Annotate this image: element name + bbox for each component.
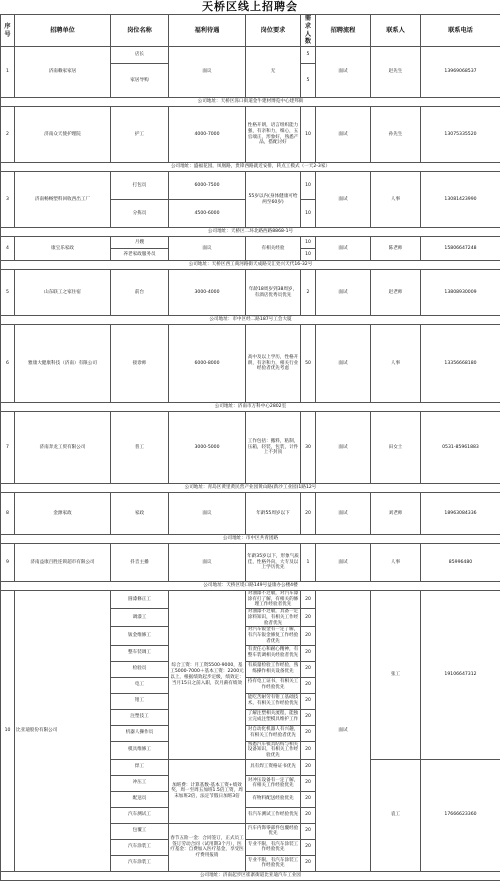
- address-row: [1, 163, 500, 172]
- benefit: 面议: [169, 493, 246, 535]
- job-count: 20: [301, 741, 316, 759]
- table-row: [1, 544, 500, 582]
- process: 面试: [316, 493, 371, 535]
- job-count: 20: [301, 661, 316, 677]
- requirement: 对冲压设备有一定了解，有相关工作经验优先: [246, 775, 301, 791]
- job-count: 20: [301, 693, 316, 709]
- company-address: 公司地址：市中区共青团路: [1, 535, 500, 544]
- table-row: [1, 270, 500, 316]
- job-title: 钳工: [111, 693, 169, 709]
- contact: 刘老师: [371, 493, 421, 535]
- row-no: 3: [1, 172, 15, 228]
- benefit: 6000-7500: [169, 172, 246, 200]
- contact: 孙先生: [371, 107, 421, 163]
- company-name: 济南益康百胜连锁超市有限公司: [15, 544, 111, 582]
- company-name: 雅康大健康科技（济南）有限公司: [15, 325, 111, 403]
- company-name: 山东联工之家住宿: [15, 270, 111, 316]
- job-count: 20: [301, 791, 316, 807]
- phone: 0531-85961883: [421, 412, 500, 484]
- benefit: 加班费：计算基数-基本工资+绩效奖，周一至周五加班1.5倍工资，周末加班2倍，法定节假日加班3倍: [169, 759, 246, 823]
- header-cell: 联系人: [371, 15, 421, 47]
- job-title: 模具维修工: [111, 741, 169, 759]
- benefit: 春节五险一金：合同签订，正式员工签订劳动合同（试用期3个月），医疗基金：自费加入医疗基金，享受医疗费用报销: [169, 823, 246, 871]
- benefit: 面议: [169, 47, 246, 98]
- requirement: 年龄18周岁到38周岁，有酒店优秀员优先: [246, 270, 301, 316]
- requirement: 专业不限，有汽车涂装工作经验优先: [246, 839, 301, 855]
- job-title: 机器人操作员: [111, 725, 169, 741]
- company-name: 金源家政: [15, 493, 111, 535]
- row-no: 8: [1, 493, 15, 535]
- job-title: 抖音主播: [111, 544, 169, 582]
- contact: 赵老师: [371, 270, 421, 316]
- requirement: 对油漆不过敏，具备一定涂料知识，有相关工作经验者优先: [246, 609, 301, 627]
- job-title: 养老家政服务员: [111, 249, 169, 261]
- requirement: 有责任心和耐心精神，有整车装调相关经验者优先: [246, 645, 301, 661]
- phone: 13356668180: [421, 325, 500, 403]
- table-row: [1, 107, 500, 163]
- benefit: 4500-6000: [169, 200, 246, 228]
- job-count: 5: [301, 47, 316, 64]
- process: 面试: [316, 325, 371, 403]
- job-count: 20: [301, 823, 316, 839]
- job-title: 汽车涂装工: [111, 855, 169, 871]
- job-title: 冲压工: [111, 775, 169, 791]
- row-no: 4: [1, 237, 15, 261]
- row-no: 10: [1, 591, 15, 872]
- process: 面试: [316, 237, 371, 261]
- job-count: 20: [301, 609, 316, 627]
- address-row: [1, 484, 500, 493]
- job-title: 调漆工: [111, 609, 169, 627]
- table-row: [1, 591, 500, 609]
- benefit: 3000-5000: [169, 412, 246, 484]
- requirement: 汽车内饰零部件包覆经验优先: [246, 823, 301, 839]
- job-count: 20: [301, 775, 316, 791]
- job-title: 配送员: [111, 791, 169, 807]
- address-row: [1, 582, 500, 591]
- contact: 赵先生: [371, 47, 421, 98]
- process: 面试: [316, 270, 371, 316]
- job-title: 注塑技工: [111, 709, 169, 725]
- header-cell: 招聘流程: [316, 15, 371, 47]
- process: 面试: [316, 47, 371, 98]
- benefit: 综合工资：月工资5500-9000，基工5000-7000＋基本工资：2200元以上，根据绩效起步定级，绩效定：当月15日之前入职，次月薪有绩效: [169, 591, 246, 760]
- benefit: 面议: [169, 237, 246, 261]
- job-count: 10: [301, 107, 316, 163]
- requirement: 了解注塑相关流程，能独立完成注塑模具维护工作: [246, 709, 301, 725]
- job-count: 20: [301, 759, 316, 775]
- job-count: 20: [301, 855, 316, 871]
- phone: 13808930009: [421, 270, 500, 316]
- company-address: 公司地址：青岛区黄里黄民营产业园黄山路(新沙工业园)1路12号: [1, 484, 500, 493]
- contact: 张工: [371, 591, 421, 760]
- job-count: 20: [301, 645, 316, 661]
- phone: 13081423990: [421, 172, 500, 228]
- requirement: 有物料配送经验优先: [246, 791, 301, 807]
- phone: 13969068537: [421, 47, 500, 98]
- phone: 13075335520: [421, 107, 500, 163]
- row-no: 5: [1, 270, 15, 316]
- company-name: 济南众天使护理院: [15, 107, 111, 163]
- requirement: 能吃苦耐劳有钳工基础技术，有相关工作经验优先: [246, 693, 301, 709]
- row-no: 6: [1, 325, 15, 403]
- job-count: 20: [301, 677, 316, 693]
- process: 面试: [316, 544, 371, 582]
- contact: 人事: [371, 325, 421, 403]
- benefit: 4000-7000: [169, 107, 246, 163]
- requirement: 有相关经验: [246, 237, 301, 261]
- company-name: 济南赖家家居: [15, 47, 111, 98]
- requirement: 对油漆不过敏，对汽车漆涂有打了解，有相关的修理工作经验者优先: [246, 591, 301, 609]
- job-count: 10: [301, 237, 316, 249]
- table-row: [1, 47, 500, 64]
- job-title: 钣金维修工: [111, 627, 169, 645]
- row-no: 2: [1, 107, 15, 163]
- header-cell: 序号: [1, 15, 15, 47]
- job-title: 家居导购: [111, 64, 169, 98]
- row-no: 1: [1, 47, 15, 98]
- header-cell: 岗位名称: [111, 15, 169, 47]
- company-address: 公司地址：市中区经二路187号工会大厦: [1, 316, 500, 325]
- job-count: 2: [301, 270, 316, 316]
- requirement: 专业不限，有汽车涂装工作经验优先: [246, 855, 301, 871]
- address-row: [1, 403, 500, 412]
- company-address: 公司地址：济南市万科中心2802室: [1, 403, 500, 412]
- job-title: 家政: [111, 493, 169, 535]
- requirement: 对自动化机器人有兴趣，有相关工作经验者优先: [246, 725, 301, 741]
- address-row: [1, 316, 500, 325]
- job-count: 20: [301, 709, 316, 725]
- company-address: 公司地址：天桥区二环北路西路8868-1号: [1, 228, 500, 237]
- process: 面试: [316, 107, 371, 163]
- table-row: [1, 412, 500, 484]
- company-name: 康宝乐家政: [15, 237, 111, 261]
- phone: 19106647312: [421, 591, 500, 760]
- requirement: 持有电工证书，有相关工作经验优先: [246, 677, 301, 693]
- requirement: 对汽车钣金有一定了解，有汽车钣金修复工作经验者优先: [246, 627, 301, 645]
- contact: 人事: [371, 172, 421, 228]
- contact: 人事: [371, 544, 421, 582]
- address-row: [1, 535, 500, 544]
- process: 面试: [316, 412, 371, 484]
- job-count: 20: [301, 839, 316, 855]
- contact: 袁工: [371, 759, 421, 871]
- header-row: [1, 15, 500, 47]
- requirement: 工作包括：搬料，粘制，压箱，轻装，包装，计件上不封顶: [246, 412, 301, 484]
- requirement: 年龄35岁以下，形象气质佳，性格外向，大专及以上学历优先: [246, 544, 301, 582]
- job-fair-table: [0, 14, 500, 881]
- company-address: 公司地址：济南起步区崔寨街道比亚迪汽车工业园: [1, 871, 500, 880]
- requirement: 年龄55周岁以下: [246, 493, 301, 535]
- requirement: 具有焊工资格证书优先: [246, 759, 301, 775]
- job-count: 10: [301, 249, 316, 261]
- job-title: 圆漆修正工: [111, 591, 169, 609]
- job-title: 检验员: [111, 661, 169, 677]
- header-cell: 需求人数: [301, 15, 316, 47]
- requirement: 性格开朗，语言组织能力强，有亲和力，细心，五官端正，形象好，熟悉产品，搭配讨好: [246, 107, 301, 163]
- contact: 陈老师: [371, 237, 421, 261]
- job-title: 整车装调工: [111, 645, 169, 661]
- job-title: 包覆工: [111, 823, 169, 839]
- job-count: 20: [301, 725, 316, 741]
- company-name: 济南畅畅塑料回收西出工厂: [15, 172, 111, 228]
- job-count: 50: [301, 325, 316, 403]
- company-address: 公司地址：天桥区泺口街道金牛建材博览中心建邦街: [1, 98, 500, 107]
- table-row: [1, 172, 500, 200]
- company-name: 济南奔龙工贸有限公司: [15, 412, 111, 484]
- job-title: 打包员: [111, 172, 169, 200]
- job-count: 30: [301, 412, 316, 484]
- company-address: 公司地址：盛福花园，凤凰路，贵锋西路就近安排，转点工模式（一天2-3家）: [1, 163, 500, 172]
- job-count: 20: [301, 627, 316, 645]
- company-address: 公司地址：天桥区堤口路149号益康办公楼4楼: [1, 582, 500, 591]
- job-title: 焊工: [111, 759, 169, 775]
- table-row: [1, 237, 500, 249]
- phone: 18963084336: [421, 493, 500, 535]
- job-title: 接诊师: [111, 325, 169, 403]
- job-title: 月嫂: [111, 237, 169, 249]
- page-title: 天桥区线上招聘会: [0, 0, 500, 14]
- phone: 15806647248: [421, 237, 500, 261]
- job-title: 汽车测试工: [111, 807, 169, 823]
- header-cell: 岗位要求: [246, 15, 301, 47]
- benefit: 3000-4000: [169, 270, 246, 316]
- job-title: 护工: [111, 107, 169, 163]
- benefit: 面议: [169, 544, 246, 582]
- job-count: 10: [301, 200, 316, 228]
- requirement: 高中及以上学历，性格开朗，有亲和力，相关行业经验者优先考虑: [246, 325, 301, 403]
- job-title: 电工: [111, 677, 169, 693]
- job-count: 10: [301, 172, 316, 200]
- job-count: 20: [301, 493, 316, 535]
- company-address: 公司地址：天桥区西工商河路街天成路交汇处兴天代16-32号: [1, 261, 500, 270]
- header-cell: 联系电话: [421, 15, 500, 47]
- phone: 85996480: [421, 544, 500, 582]
- table-row: [1, 325, 500, 403]
- job-title: 店长: [111, 47, 169, 64]
- process: 面试: [316, 591, 371, 872]
- address-row: [1, 98, 500, 107]
- requirement: 无: [246, 47, 301, 98]
- address-row: [1, 261, 500, 270]
- process: 面试: [316, 172, 371, 228]
- phone: 17666623360: [421, 759, 500, 871]
- company-name: 比亚迪股份有限公司: [15, 591, 111, 872]
- job-count: 20: [301, 591, 316, 609]
- contact: 田女士: [371, 412, 421, 484]
- address-row: [1, 228, 500, 237]
- row-no: 9: [1, 544, 15, 582]
- job-count: 1: [301, 544, 316, 582]
- header-cell: 招聘单位: [15, 15, 111, 47]
- job-title: 普工: [111, 412, 169, 484]
- requirement: 有汽车测试工作经验优先: [246, 807, 301, 823]
- job-count: 20: [301, 807, 316, 823]
- requirement: 55岁以内(身体健康可给两至60岁): [246, 172, 301, 228]
- benefit: 6000-8000: [169, 325, 246, 403]
- row-no: 7: [1, 412, 15, 484]
- job-title: 汽车涂装工: [111, 839, 169, 855]
- job-count: 5: [301, 64, 316, 98]
- requirement: 熟悉汽车模具结构与相关设备知识，有相关工作经验优先: [246, 741, 301, 759]
- requirement: 有质量检验工作经验，熟练操作相关设备优先: [246, 661, 301, 677]
- job-title: 前台: [111, 270, 169, 316]
- table-row: [1, 493, 500, 535]
- header-cell: 福利待遇: [169, 15, 246, 47]
- job-title: 分拣员: [111, 200, 169, 228]
